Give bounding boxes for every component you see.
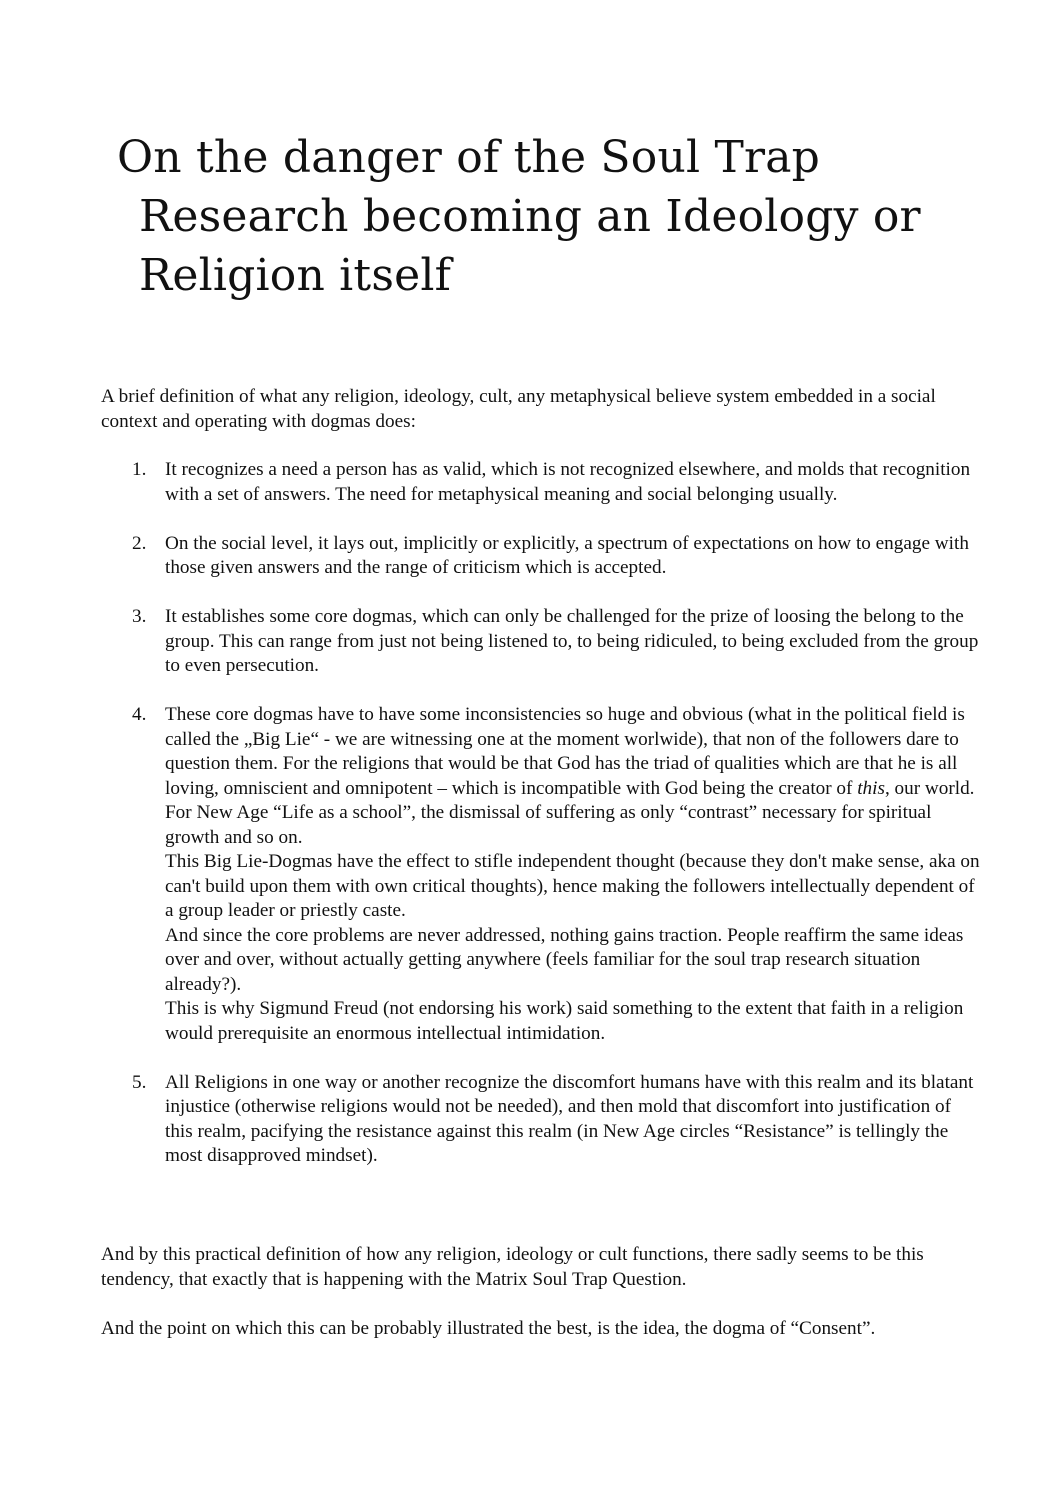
list-item-4-text-4: This is why Sigmund Freud (not endorsing his work) said something to the extent that faith in a religion would prerequisite an enormous intellectual intimidation. bbox=[165, 998, 964, 1044]
title-line-3: Religion itself bbox=[139, 250, 452, 301]
list-item-4-text-1 bbox=[165, 703, 981, 850]
definition-list bbox=[101, 458, 981, 1193]
list-item-3 bbox=[101, 605, 981, 679]
list-item-2-text: On the social level, it lays out, implicitly or explicitly, a spectrum of expectations on how to engage with those given answers and the range of criticism which is accepted. bbox=[165, 532, 969, 578]
title-line-2: Research becoming an Ideology or bbox=[139, 191, 921, 242]
list-item-4 bbox=[101, 703, 981, 1046]
list-item-3-text: It establishes some core dogmas, which can only be challenged for the prize of loosing the belong to the group. This can range from just not being listened to, to being ridiculed, to being excluded from the group to even persecution. bbox=[165, 606, 979, 676]
list-item-4-text-1-end: , our world. For New Age “Life as a school”, the dismissal of suffering as only “contrast” necessary for spiritual growth and so on. bbox=[165, 777, 975, 848]
list-item-4-text-1-start: These core dogmas have to have some inconsistencies so huge and obvious (what in the political field is called the „Big Lie“ - we are witnessing one at the moment worlwide), that non of the followers dare to question them. For the religions that would be that God has the triad of qualities which are that he is all loving, omniscient and omnipotent – which is incompatible with God being the creator of bbox=[165, 704, 965, 799]
list-item-4-text-3: And since the core problems are never addressed, nothing gains traction. People reaffirm the same ideas over and over, without actually getting anywhere (feels familiar for the soul trap research situation already?). bbox=[165, 924, 964, 995]
list-item-5 bbox=[101, 1071, 981, 1169]
list-item-4-text-2: This Big Lie-Dogmas have the effect to stifle independent thought (because they don't make sense, aka on can't build upon them with own critical thoughts), hence making the followers intellectually dependent of a group leader or priestly caste. bbox=[165, 851, 980, 921]
closing-paragraph-2: And the point on which this can be probably illustrated the best, is the idea, the dogma of “Consent”. bbox=[101, 1318, 876, 1339]
list-item-2 bbox=[101, 532, 981, 581]
list-number-4: 4. bbox=[132, 704, 147, 725]
intro-paragraph: A brief definition of what any religion, ideology, cult, any metaphysical believe system embedded in a social context and operating with dogmas does: bbox=[101, 386, 936, 432]
title-line-1: On the danger of the Soul Trap bbox=[117, 132, 821, 183]
list-item-5-text: All Religions in one way or another recognize the discomfort humans have with this realm and its blatant injustice (otherwise religions would not be needed), and then mold that discomfort into justification of this realm, pacifying the resistance against this realm (in New Age circles “Resistance” is tellingly the most disapproved mindset). bbox=[165, 1071, 974, 1166]
document-title bbox=[117, 128, 977, 305]
list-item-4-italic-word: this bbox=[857, 777, 885, 799]
list-number-2: 2. bbox=[132, 532, 147, 554]
list-number-5: 5. bbox=[132, 1071, 147, 1093]
list-number-3: 3. bbox=[132, 606, 147, 627]
list-item-1 bbox=[101, 458, 981, 507]
list-item-1-text: It recognizes a need a person has as valid, which is not recognized elsewhere, and molds that recognition with a set of answers. The need for metaphysical meaning and social belonging usually. bbox=[165, 459, 971, 505]
closing-paragraph-1: And by this practical definition of how any religion, ideology or cult functions, there sadly seems to be this tendency, that exactly that is happening with the Matrix Soul Trap Question. bbox=[101, 1244, 924, 1290]
list-number-1: 1. bbox=[132, 459, 147, 480]
